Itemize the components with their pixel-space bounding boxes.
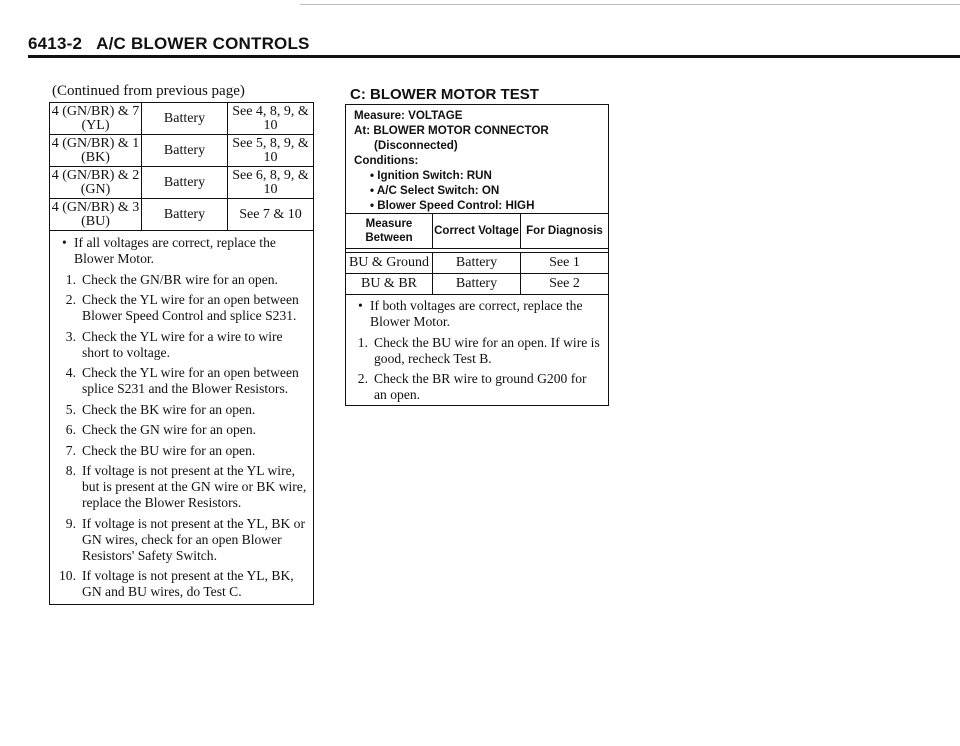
- diagnosis-cell: See 6, 8, 9, & 10: [232, 168, 309, 197]
- left-test-table: [49, 102, 314, 605]
- voltage-cell: Battery: [142, 135, 228, 166]
- list-item: 10. If voltage is not present at the YL, BK, GN and BU wires, do Test C.: [59, 568, 294, 599]
- list-item: 3. Check the YL wire for a wire to wire short to voltage.: [65, 328, 283, 360]
- list-item: 2. Check the BR wire to ground G200 for an open.: [357, 371, 587, 402]
- top-scan-line: [300, 4, 960, 5]
- continued-note: (Continued from previous page): [52, 83, 245, 99]
- list-item: 5. Check the BK wire for an open.: [65, 401, 256, 417]
- col-for-diagnosis: For Diagnosis: [526, 225, 603, 237]
- table-header: [346, 213, 608, 248]
- table-row: [50, 199, 313, 231]
- list-item: 9. If voltage is not present at the YL, BK or GN wires, check for an open Blower Resistors' Safety Switch.: [65, 515, 305, 563]
- table-row: [50, 135, 313, 167]
- list-item: 8. If voltage is not present at the YL wire, but is present at the GN wire or BK wire, replace the Blower Resistors.: [65, 463, 307, 510]
- voltage-cell: Battery: [142, 103, 228, 134]
- diagnosis-cell: See 4, 8, 9, & 10: [232, 104, 309, 133]
- table-row: BU & Ground Battery See 1: [346, 253, 608, 274]
- diagnosis-cell: See 5, 8, 9, & 10: [232, 136, 309, 165]
- list-item: 2. Check the YL wire for an open between Blower Speed Control and splice S231.: [65, 292, 299, 323]
- pins-cell: 4 (GN/BR) & 7 (YL): [50, 103, 142, 134]
- header-rule: [28, 55, 960, 58]
- table-row: BU & BR Battery See 2: [346, 274, 608, 295]
- voltage-cell: Battery: [142, 199, 228, 230]
- diagnosis-steps: [346, 295, 608, 405]
- test-title: C: BLOWER MOTOR TEST: [350, 86, 539, 103]
- list-item: 4. Check the YL wire for an open between splice S231 and the Blower Resistors.: [65, 365, 299, 396]
- voltage-cell: Battery: [142, 167, 228, 198]
- section-title: A/C BLOWER CONTROLS: [96, 34, 310, 53]
- section-code: 6413-2: [28, 34, 83, 53]
- pins-cell: 4 (GN/BR) & 1 (BK): [50, 135, 142, 166]
- list-item: • If all voltages are correct, replace the Blower Motor.: [62, 235, 276, 266]
- table-row: [50, 103, 313, 135]
- list-item: 1. Check the GN/BR wire for an open.: [65, 271, 278, 287]
- list-item: 1. Check the BU wire for an open. If wire is good, recheck Test B.: [357, 334, 600, 366]
- list-item: • If both voltages are correct, replace the Blower Motor.: [358, 298, 583, 329]
- diagnosis-cell: See 7 & 10: [239, 206, 302, 222]
- table-row: [50, 167, 313, 199]
- list-item: 7. Check the BU wire for an open.: [65, 442, 256, 458]
- blower-motor-test-box: [345, 104, 609, 406]
- pins-cell: 4 (GN/BR) & 2 (GN): [50, 167, 142, 198]
- col-correct-voltage: Correct Voltage: [433, 214, 521, 248]
- pins-cell: 4 (GN/BR) & 3 (BU): [50, 199, 142, 230]
- page-header: [28, 34, 310, 54]
- measure-conditions: Measure: VOLTAGE At: BLOWER MOTOR CONNECTOR (Disconnected) Conditions: • Ignition Switch: RUN • A/C Select Switch: ON • Blower Speed Control: HIGH: [354, 109, 549, 212]
- col-measure-between: Measure Between: [346, 214, 433, 248]
- diagnosis-steps: [50, 231, 313, 604]
- list-item: 6. Check the GN wire for an open.: [65, 422, 257, 437]
